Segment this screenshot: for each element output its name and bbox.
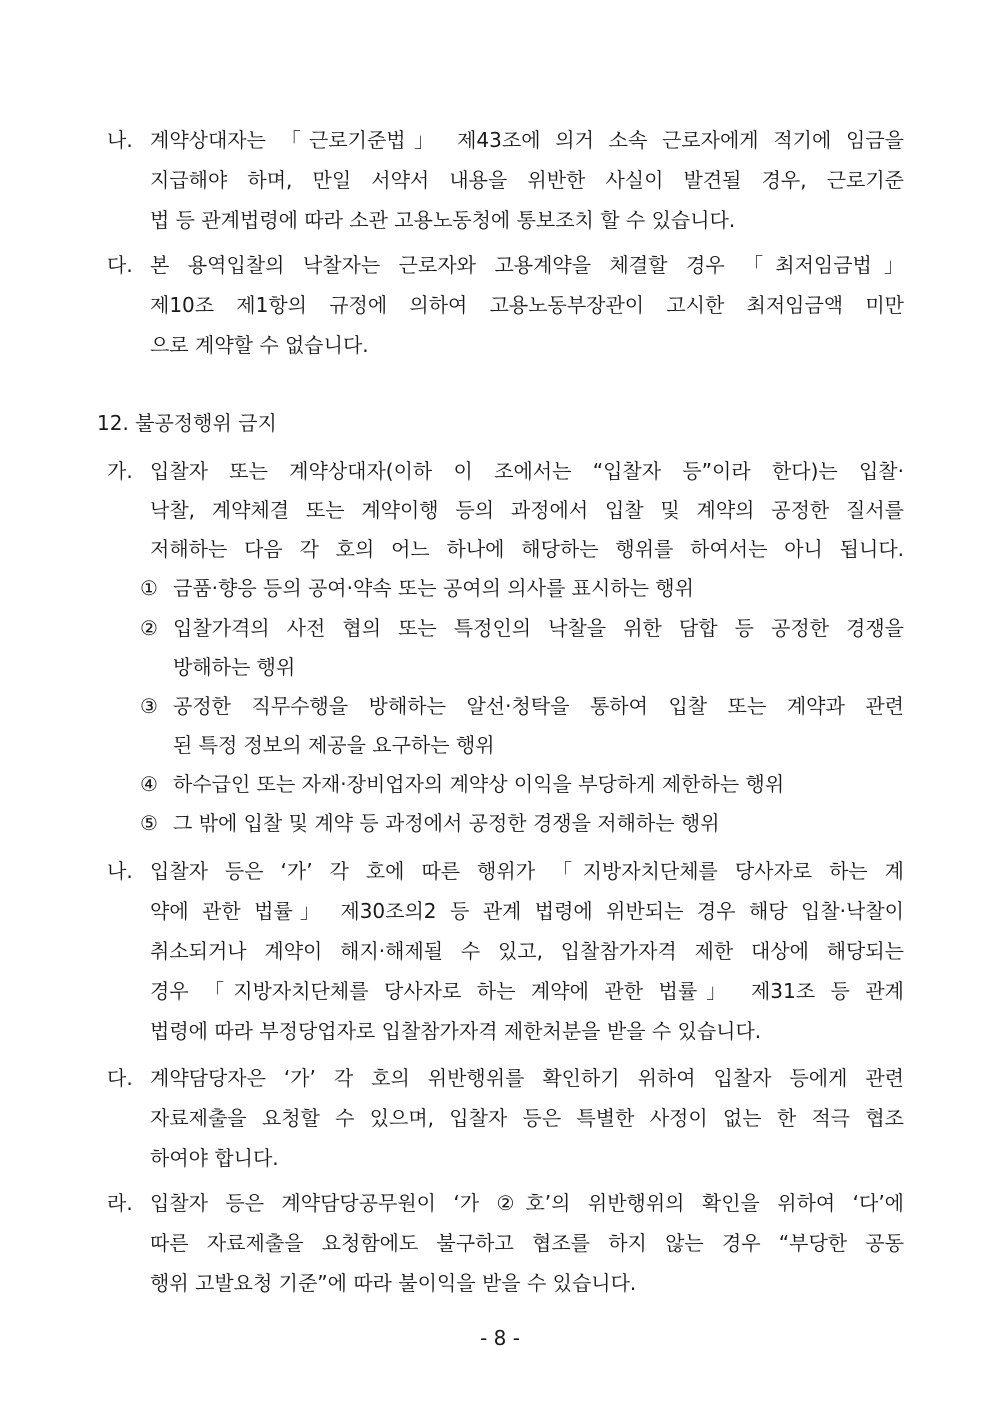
item-number: ④ bbox=[140, 772, 158, 796]
item-line: 방해하는 행위 bbox=[173, 655, 296, 679]
item-number: ⑤ bbox=[140, 811, 158, 835]
paragraph-line: 저해하는 다음 각 호의 어느 하나에 해당하는 행위를 하여서는 아니 됩니다. bbox=[150, 537, 904, 561]
clause-marker: 나. bbox=[107, 859, 133, 883]
paragraph-line: 자료제출을 요청할 수 있으며, 입찰자 등은 특별한 사정이 없는 한 적극 협조 bbox=[150, 1106, 904, 1130]
paragraph-line: 으로 계약할 수 없습니다. bbox=[150, 333, 369, 357]
paragraph-line: 경우 「지방자치단체를 당사자로 하는 계약에 관한 법률」 제31조 등 관계 bbox=[150, 979, 904, 1003]
clause-marker: 가. bbox=[107, 459, 133, 483]
item-line: 하수급인 또는 자재·장비업자의 계약상 이익을 부당하게 제한하는 행위 bbox=[173, 772, 785, 796]
clause-marker: 다. bbox=[107, 253, 133, 277]
paragraph-line: 하여야 합니다. bbox=[150, 1146, 279, 1170]
paragraph-line: 본 용역입찰의 낙찰자는 근로자와 고용계약을 체결할 경우 「최저임금법」 bbox=[150, 253, 904, 277]
paragraph-line: 계약담당자은 ‘가’ 각 호의 위반행위를 확인하기 위하여 입찰자 등에게 관련 bbox=[150, 1066, 904, 1090]
paragraph-line: 법령에 따라 부정당업자로 입찰참가자격 제한처분을 받을 수 있습니다. bbox=[150, 1019, 762, 1043]
paragraph-line: 취소되거나 계약이 해지·해제될 수 있고, 입찰참가자격 제한 대상에 해당되는 bbox=[150, 939, 904, 963]
paragraph-line: 입찰자 또는 계약상대자(이하 이 조에서는 “입찰자 등”이라 한다)는 입찰· bbox=[150, 459, 904, 483]
paragraph-line: 입찰자 등은 계약담당공무원이 ‘가 ②호’의 위반행위의 확인을 위하여 ‘다’에 bbox=[150, 1191, 904, 1215]
item-line: 금품·향응 등의 공여·약속 또는 공여의 의사를 표시하는 행위 bbox=[173, 576, 694, 600]
paragraph-line: 약에 관한 법률」 제30조의2 등 관계 법령에 위반되는 경우 해당 입찰·낙찰이 bbox=[150, 899, 904, 923]
paragraph-line: 제10조 제1항의 규정에 의하여 고용노동부장관이 고시한 최저임금액 미만 bbox=[150, 293, 904, 317]
item-line: 된 특정 정보의 제공을 요구하는 행위 bbox=[173, 733, 495, 757]
paragraph-line: 따른 자료제출을 요청함에도 불구하고 협조를 하지 않는 경우 “부당한 공동 bbox=[150, 1231, 904, 1255]
item-line: 공정한 직무수행을 방해하는 알선·청탁을 통하여 입찰 또는 계약과 관련 bbox=[173, 694, 904, 718]
clause-marker: 라. bbox=[107, 1191, 133, 1215]
paragraph-line: 법 등 관계법령에 따라 소관 고용노동청에 통보조치 할 수 있습니다. bbox=[150, 208, 736, 232]
item-line: 그 밖에 입찰 및 계약 등 과정에서 공정한 경쟁을 저해하는 행위 bbox=[173, 811, 720, 835]
clause-marker: 다. bbox=[107, 1066, 133, 1090]
paragraph-line: 입찰자 등은 ‘가’ 각 호에 따른 행위가 「지방자치단체를 당사자로 하는 계 bbox=[150, 859, 904, 883]
item-number: ② bbox=[140, 616, 158, 640]
item-number: ③ bbox=[140, 694, 158, 718]
paragraph-line: 낙찰, 계약체결 또는 계약이행 등의 과정에서 입찰 및 계약의 공정한 질서를 bbox=[150, 498, 904, 522]
page-number: - 8 - bbox=[480, 1326, 520, 1350]
paragraph-line: 행위 고발요청 기준”에 따라 불이익을 받을 수 있습니다. bbox=[150, 1271, 637, 1295]
clause-marker: 나. bbox=[107, 128, 133, 152]
section-heading: 12. 불공정행위 금지 bbox=[97, 411, 277, 435]
item-line: 입찰가격의 사전 협의 또는 특정인의 낙찰을 위한 담합 등 공정한 경쟁을 bbox=[173, 616, 904, 640]
paragraph-line: 계약상대자는 「근로기준법」 제43조에 의거 소속 근로자에게 적기에 임금을 bbox=[150, 128, 904, 152]
item-number: ① bbox=[140, 576, 158, 600]
paragraph-line: 지급해야 하며, 만일 서약서 내용을 위반한 사실이 발견될 경우, 근로기준 bbox=[150, 168, 904, 192]
